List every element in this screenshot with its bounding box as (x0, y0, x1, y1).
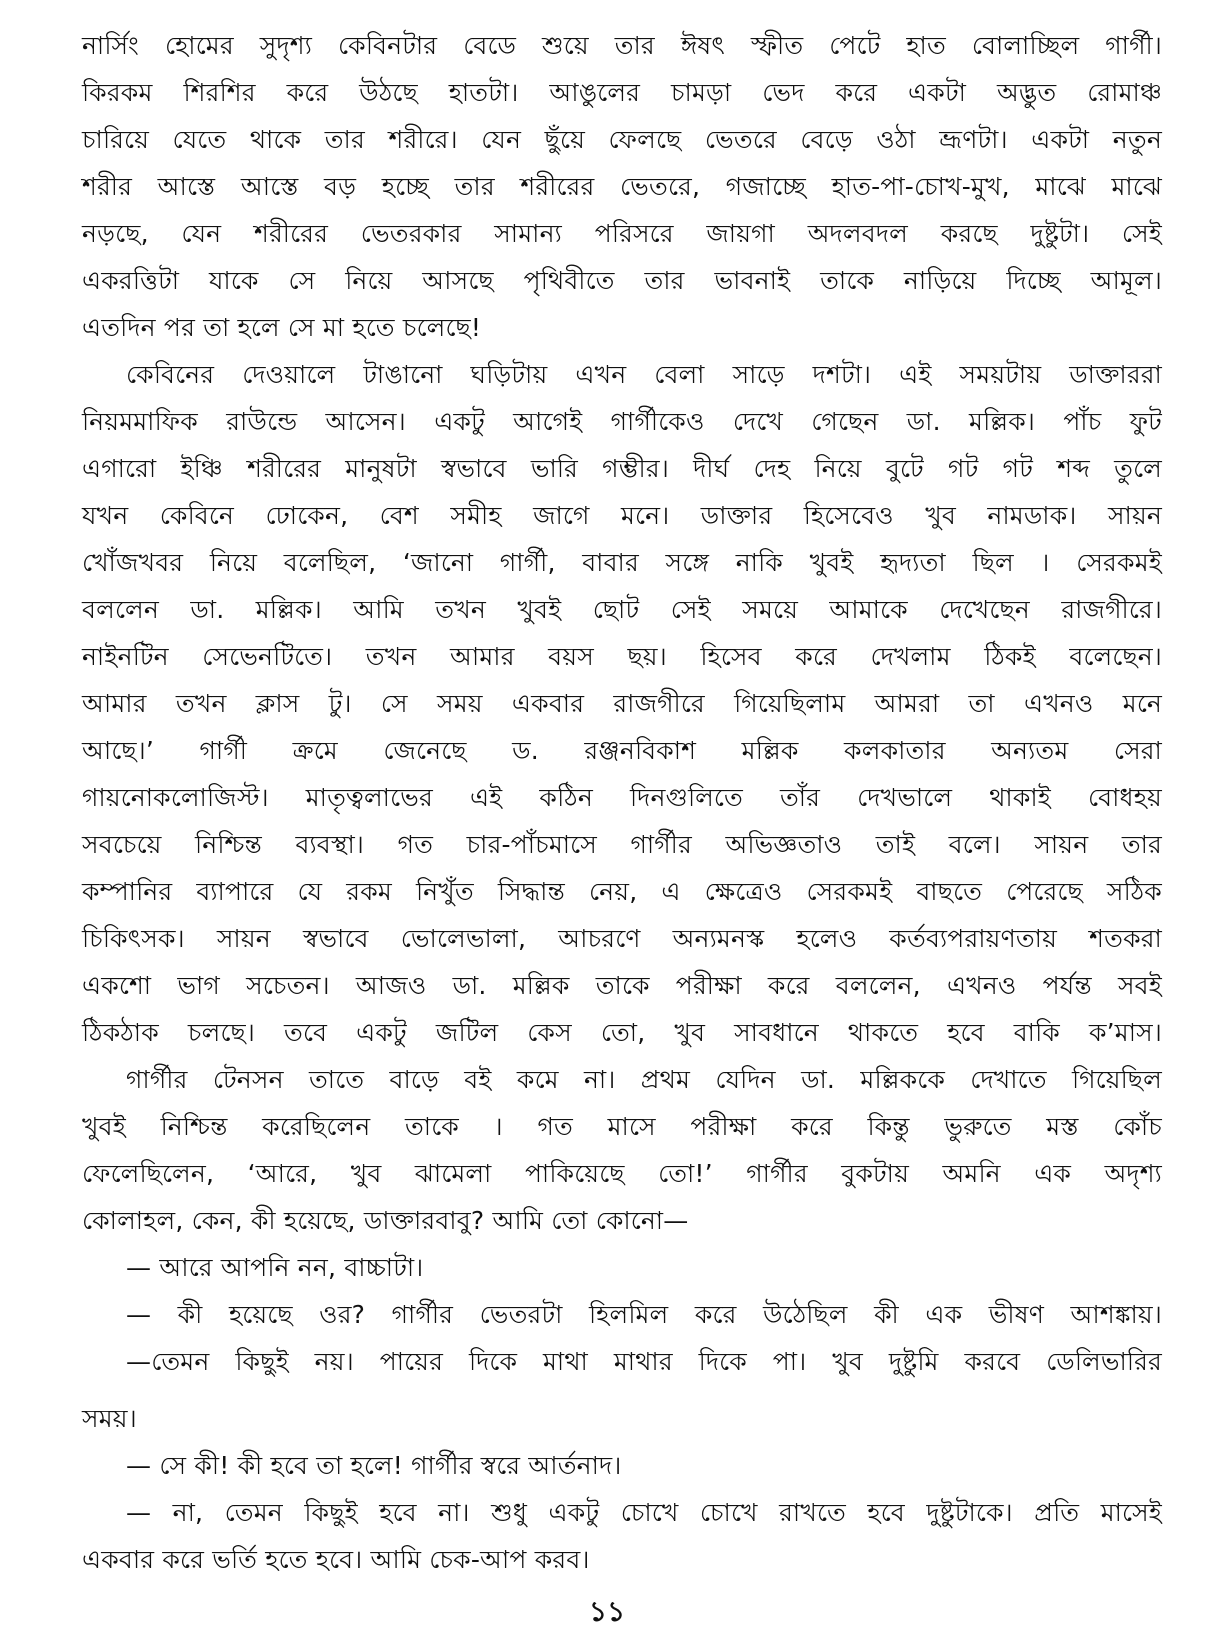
text-line: খোঁজখবর নিয়ে বলেছিল, ‘জানো গার্গী, বাবার সঙ্গে নাকি খুবই হৃদ্যতা ছিল । সেরকমই (82, 548, 1162, 577)
dialogue-line: সময়। (82, 1404, 137, 1433)
text-line: ফেলেছিলেন, ‘আরে, খুব ঝামেলা পাকিয়েছে তো!’ গার্গীর বুকটায় অমনি এক অদৃশ্য (82, 1159, 1162, 1188)
text-line: একশো ভাগ সচেতন। আজও ডা. মল্লিক তাকে পরীক্ষা করে বললেন, এখনও পর্যন্ত সবই (82, 971, 1162, 1000)
text-line: কোলাহল, কেন, কী হয়েছে, ডাক্তারবাবু? আমি তো কোনো— (82, 1206, 689, 1235)
dialogue-line: —তেমন কিছুই নয়। পায়ের দিকে মাথা মাথার দিকে পা। খুব দুষ্টুমি করবে ডেলিভারির (126, 1347, 1162, 1376)
text-line: খুবই নিশ্চিন্ত করেছিলেন তাকে । গত মাসে পরীক্ষা করে কিন্তু ভুরুতে মস্ত কোঁচ (82, 1112, 1162, 1141)
text-line: এগারো ইঞ্চি শরীরের মানুষটা স্বভাবে ভারি গম্ভীর। দীর্ঘ দেহ নিয়ে বুটে গট গট শব্দ তুলে (82, 454, 1162, 483)
text-line: নড়ছে, যেন শরীরের ভেতরকার সামান্য পরিসরে জায়গা অদলবদল করছে দুষ্টুটা। সেই (82, 219, 1162, 248)
text-line: সবচেয়ে নিশ্চিন্ত ব্যবস্থা। গত চার-পাঁচমাসে গার্গীর অভিজ্ঞতাও তাই বলে। সায়ন তার (82, 830, 1162, 859)
text-line: কম্পানির ব্যাপারে যে রকম নিখুঁত সিদ্ধান্ত নেয়, এ ক্ষেত্রেও সেরকমই বাছতে পেরেছে সঠিক (82, 877, 1162, 906)
text-line: চিকিৎসক। সায়ন স্বভাবে ভোলেভালা, আচরণে অন্যমনস্ক হলেও কর্তব্যপরায়ণতায় শতকরা (82, 924, 1162, 953)
text-line: নার্সিং হোমের সুদৃশ্য কেবিনটার বেডে শুয়ে তার ঈষৎ স্ফীত পেটে হাত বোলাচ্ছিল গার্গী। (82, 31, 1162, 60)
text-line: নিয়মমাফিক রাউন্ডে আসেন। একটু আগেই গার্গীকেও দেখে গেছেন ডা. মল্লিক। পাঁচ ফুট (82, 407, 1162, 436)
text-line: ঠিকঠাক চলছে। তবে একটু জটিল কেস তো, খুব সাবধানে থাকতে হবে বাকি ক’মাস। (82, 1018, 1162, 1047)
page-number: ১১ (588, 1595, 626, 1628)
text-line: একরত্তিটা যাকে সে নিয়ে আসছে পৃথিবীতে তার ভাবনাই তাকে নাড়িয়ে দিচ্ছে আমূল। (82, 266, 1162, 295)
text-line: যখন কেবিনে ঢোকেন, বেশ সমীহ জাগে মনে। ডাক্তার হিসেবেও খুব নামডাক। সায়ন (82, 501, 1162, 530)
dialogue-line: — কী হয়েছে ওর? গার্গীর ভেতরটা হিলমিল করে উঠেছিল কী এক ভীষণ আশঙ্কায়। (126, 1300, 1162, 1329)
text-line: এতদিন পর তা হলে সে মা হতে চলেছে! (82, 313, 482, 342)
text-line: শরীর আস্তে আস্তে বড় হচ্ছে তার শরীরের ভেতরে, গজাচ্ছে হাত-পা-চোখ-মুখ, মাঝে মাঝে (82, 172, 1162, 201)
text-line: নাইনটিন সেভেনটিতে। তখন আমার বয়স ছয়। হিসেব করে দেখলাম ঠিকই বলেছেন। (82, 642, 1162, 671)
text-line: চারিয়ে যেতে থাকে তার শরীরে। যেন ছুঁয়ে ফেলছে ভেতরে বেড়ে ওঠা ভ্রূণটা। একটা নতুন (82, 125, 1162, 154)
text-line: গায়নোকলোজিস্ট। মাতৃত্বলাভের এই কঠিন দিনগুলিতে তাঁর দেখভালে থাকাই বোধহয় (82, 783, 1162, 812)
text-line: কেবিনের দেওয়ালে টাঙানো ঘড়িটায় এখন বেলা সাড়ে দশটা। এই সময়টায় ডাক্তাররা (126, 360, 1162, 389)
text-line: আমার তখন ক্লাস টু। সে সময় একবার রাজগীরে গিয়েছিলাম আমরা তা এখনও মনে (82, 689, 1162, 718)
dialogue-line: — সে কী! কী হবে তা হলে! গার্গীর স্বরে আর্তনাদ। (126, 1451, 622, 1480)
dialogue-line: একবার করে ভর্তি হতে হবে। আমি চেক-আপ করব। (82, 1545, 590, 1574)
text-line: কিরকম শিরশির করে উঠছে হাতটা। আঙুলের চামড়া ভেদ করে একটা অদ্ভুত রোমাঞ্চ (82, 78, 1162, 107)
text-line: বললেন ডা. মল্লিক। আমি তখন খুবই ছোট সেই সময়ে আমাকে দেখেছেন রাজগীরে। (82, 595, 1162, 624)
dialogue-line: — না, তেমন কিছুই হবে না। শুধু একটু চোখে চোখে রাখতে হবে দুষ্টুটাকে। প্রতি মাসেই (126, 1498, 1162, 1527)
text-line: গার্গীর টেনসন তাতে বাড়ে বই কমে না। প্রথম যেদিন ডা. মল্লিককে দেখাতে গিয়েছিল (126, 1065, 1162, 1094)
text-line: আছে।’ গার্গী ক্রমে জেনেছে ড. রঞ্জনবিকাশ মল্লিক কলকাতার অন্যতম সেরা (82, 736, 1162, 765)
dialogue-line: — আরে আপনি নন, বাচ্চাটা। (126, 1253, 424, 1282)
